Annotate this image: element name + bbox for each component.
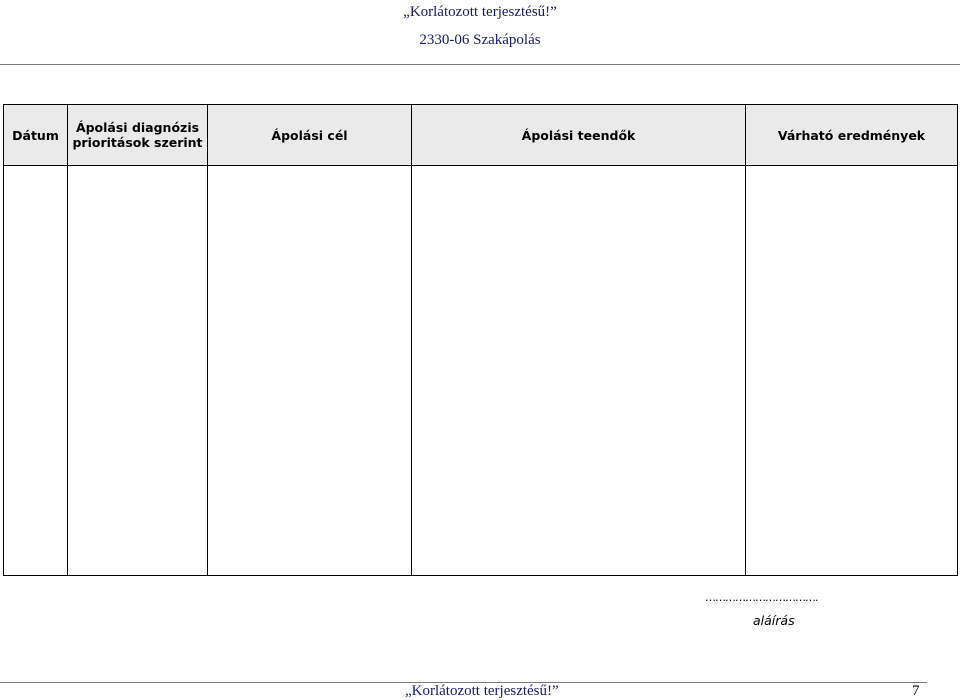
- column-header-goal: [208, 105, 412, 166]
- column-header-goal-label: Ápolási cél: [271, 127, 348, 143]
- column-header-date-label: Dátum: [12, 127, 59, 143]
- column-header-tasks: [412, 105, 746, 166]
- column-header-date: [4, 105, 68, 166]
- table-header-row: [4, 105, 958, 166]
- column-header-diagnosis-line1: Ápolási diagnózis: [75, 120, 200, 135]
- cell-date[interactable]: [4, 166, 68, 576]
- header-divider: [0, 64, 960, 65]
- cell-goal[interactable]: [208, 166, 412, 576]
- cell-tasks[interactable]: [412, 166, 746, 576]
- cell-diagnosis[interactable]: [68, 166, 208, 576]
- cell-results[interactable]: [746, 166, 958, 576]
- column-header-results-label: Várható eredmények: [777, 127, 926, 143]
- column-header-tasks-label: Ápolási teendők: [521, 127, 636, 143]
- column-header-diagnosis: [68, 105, 208, 166]
- column-header-diagnosis-line2: prioritások szerint: [72, 135, 203, 150]
- signature-label: aláírás: [753, 613, 795, 628]
- signature-line: …………………………….: [705, 591, 818, 604]
- page-number: 7: [912, 683, 920, 699]
- header-title: „Korlátozott terjesztésű!”: [403, 4, 557, 20]
- care-plan-table: [3, 104, 958, 576]
- header-subtitle: 2330-06 Szakápolás: [419, 32, 541, 48]
- column-header-results: [746, 105, 958, 166]
- table-row: [4, 166, 958, 576]
- footer-text: „Korlátozott terjesztésű!”: [405, 683, 559, 699]
